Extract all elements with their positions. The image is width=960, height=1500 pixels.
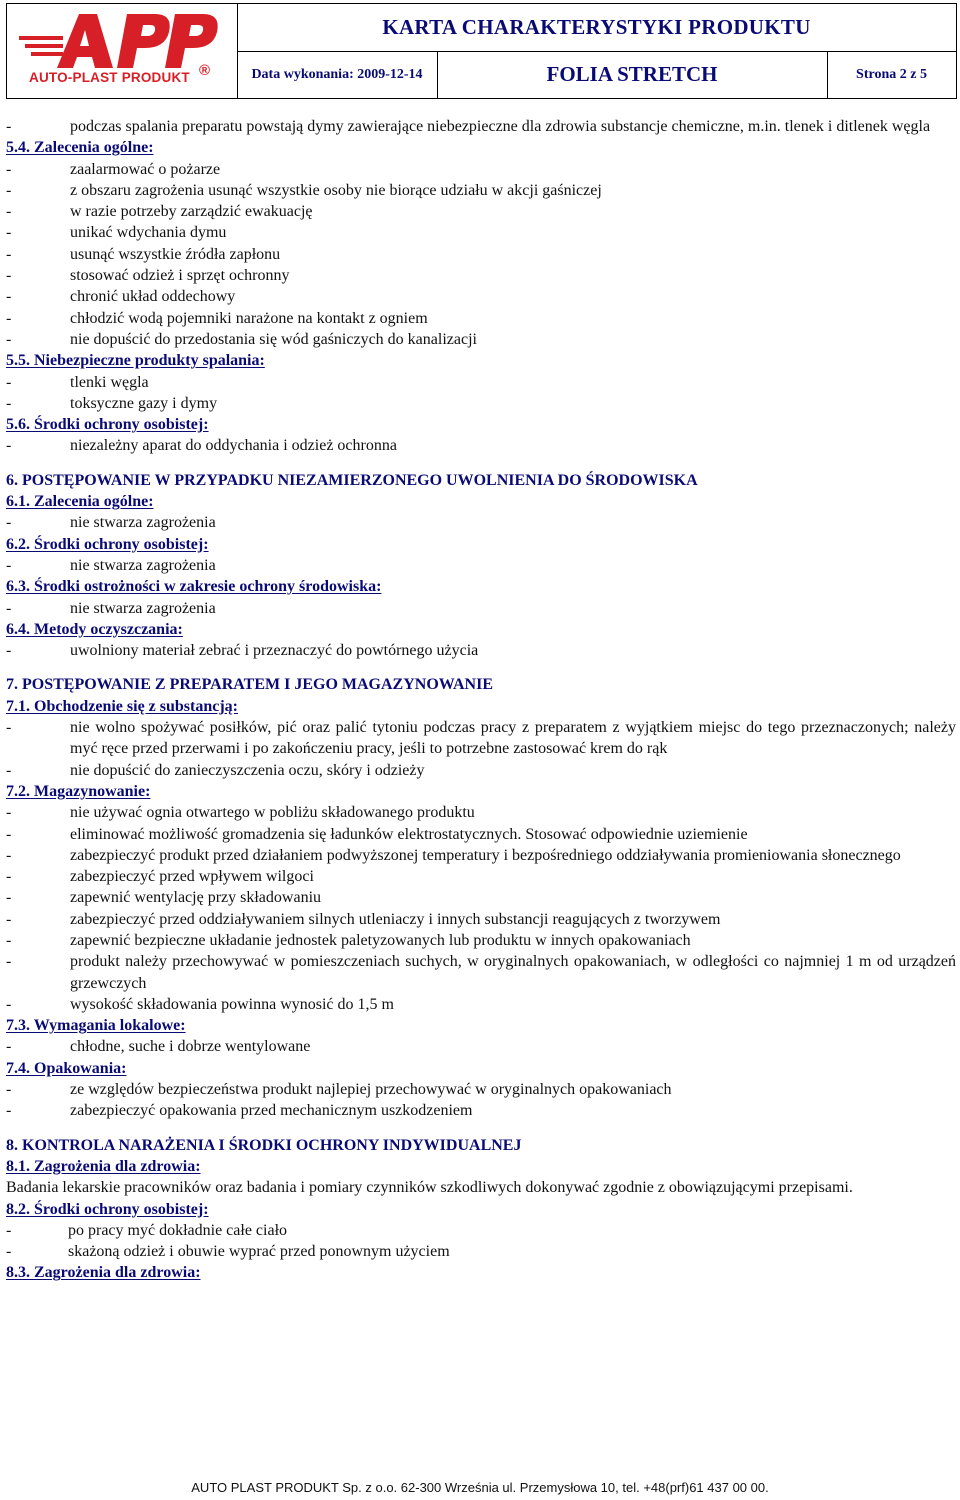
header-meta-row bbox=[237, 51, 956, 98]
subsection-heading-6-4: 6.4. Metody oczyszczania: bbox=[6, 620, 183, 638]
list-item: - skażoną odzież i obuwie wyprać przed ponownym użyciem bbox=[6, 1243, 450, 1261]
subsection-heading-5-4: 5.4. Zalecenia ogólne: bbox=[6, 139, 154, 157]
list-item: - nie wolno spożywać posiłków, pić oraz palić tytoniu podczas pracy z preparatem z wyjątkiem miejsc do tego przeznaczonych; należy myć ręce przed przerwami i po zakończeniu pracy, jeśli to potrzebne zastosować krem do rąk bbox=[6, 719, 956, 758]
list-item: - toksyczne gazy i dymy bbox=[6, 394, 218, 412]
list-item: - zabezpieczyć opakowania przed mechanicznym uszkodzeniem bbox=[6, 1102, 473, 1120]
list-item: - uwolniony materiał zebrać i przeznaczyć do powtórnego użycia bbox=[6, 642, 479, 660]
subsection-heading-6-1: 6.1. Zalecenia ogólne: bbox=[6, 493, 154, 511]
list-item: - chronić układ oddechowy bbox=[6, 288, 236, 306]
page-footer: AUTO PLAST PRODUKT Sp. z o.o. 62-300 Września ul. Przemysłowa 10, tel. +48(prf)61 437 00 00. bbox=[191, 1480, 769, 1495]
list-item: - eliminować możliwość gromadzenia się ładunków elektrostatycznych. Stosować odpowiednie uziemienie bbox=[6, 825, 748, 843]
section-heading-6: 6. POSTĘPOWANIE W PRZYPADKU NIEZAMIERZONEGO UWOLNIENIA DO ŚRODOWISKA bbox=[6, 471, 698, 489]
list-item: - stosować odzież i sprzęt ochronny bbox=[6, 267, 290, 285]
subsection-heading-7-1: 7.1. Obchodzenie się z substancją: bbox=[6, 697, 238, 715]
page-number: Strona 2 z 5 bbox=[856, 66, 927, 82]
list-item: - nie stwarza zagrożenia bbox=[6, 599, 216, 617]
list-item: - chłodzić wodą pojemniki narażone na kontakt z ogniem bbox=[6, 309, 428, 327]
subsection-heading-6-3: 6.3. Środki ostrożności w zakresie ochrony środowiska: bbox=[6, 578, 382, 596]
subsection-heading-7-4: 7.4. Opakowania: bbox=[6, 1059, 127, 1077]
document-header bbox=[6, 3, 957, 99]
list-item: - podczas spalania preparatu powstają dymy zawierające niebezpieczne dla zdrowia substancje chemiczne, m.in. tlenek i ditlenek węgla bbox=[6, 118, 931, 135]
list-item: - z obszaru zagrożenia usunąć wszystkie osoby nie biorące udziału w akcji gaśniczej bbox=[6, 181, 602, 199]
company-logo bbox=[7, 4, 238, 98]
list-item: - zabezpieczyć przed wpływem wilgoci bbox=[6, 868, 314, 886]
product-name: FOLIA STRETCH bbox=[437, 51, 828, 98]
list-5-4 bbox=[6, 159, 956, 351]
section-gap bbox=[6, 661, 956, 674]
list-item: - zaalarmować o pożarze bbox=[6, 160, 221, 178]
list-item: - nie dopuścić do przedostania się wód gaśniczych do kanalizacji bbox=[6, 330, 477, 348]
logo-brand-text: AUTO-PLAST PRODUKT bbox=[29, 70, 190, 85]
list-item: - wysokość składowania powinna wynosić do 1,5 m bbox=[6, 995, 394, 1013]
list-item: - zapewnić wentylację przy składowaniu bbox=[6, 889, 322, 907]
subsection-heading-8-2: 8.2. Środki ochrony osobistej: bbox=[6, 1200, 209, 1218]
list-item: - tlenki węgla bbox=[6, 373, 149, 391]
subsection-heading-8-1: 8.1. Zagrożenia dla zdrowia: bbox=[6, 1157, 201, 1175]
list-item: - niezależny aparat do oddychania i odzież ochronna bbox=[6, 437, 397, 455]
list-item: - nie używać ognia otwartego w pobliżu składowanego produktu bbox=[6, 804, 475, 822]
list-item: - chłodne, suche i dobrze wentylowane bbox=[6, 1038, 311, 1056]
subsection-heading-8-3: 8.3. Zagrożenia dla zdrowia: bbox=[6, 1264, 201, 1282]
list-item: - zapewnić bezpieczne układanie jednostek paletyzowanych lub produktu w innych opakowaniach bbox=[6, 931, 691, 949]
list-item: - zabezpieczyć przed oddziaływaniem silnych utleniaczy i innych substancji reagujących z tworzywem bbox=[6, 910, 721, 928]
registered-mark: ® bbox=[199, 62, 211, 79]
subsection-heading-5-5: 5.5. Niebezpieczne produkty spalania: bbox=[6, 352, 265, 370]
app-logo-icon bbox=[17, 10, 227, 72]
list-item: - zabezpieczyć produkt przed działaniem podwyższonej temperatury i bezpośredniego oddziaływania promieniowania słonecznego bbox=[6, 846, 901, 864]
section-gap bbox=[6, 1122, 956, 1135]
subsection-heading-6-2: 6.2. Środki ochrony osobistej: bbox=[6, 535, 209, 553]
document-title: KARTA CHARAKTERYSTYKI PRODUKTU bbox=[237, 4, 956, 52]
list-item: - unikać wdychania dymu bbox=[6, 224, 227, 242]
list-item: - nie dopuścić do zanieczyszczenia oczu, skóry i odzieży bbox=[6, 761, 425, 779]
document-body bbox=[6, 116, 956, 1284]
list-item: - nie stwarza zagrożenia bbox=[6, 556, 216, 574]
section-heading-8: 8. KONTROLA NARAŻENIA I ŚRODKI OCHRONY INDYWIDUALNEJ bbox=[6, 1136, 522, 1154]
subsection-heading-7-2: 7.2. Magazynowanie: bbox=[6, 782, 151, 800]
section-heading-7: 7. POSTĘPOWANIE Z PREPARATEM I JEGO MAGAZYNOWANIE bbox=[6, 676, 493, 694]
subsection-heading-7-3: 7.3. Wymagania lokalowe: bbox=[6, 1017, 186, 1035]
list-item: - ze względów bezpieczeństwa produkt najlepiej przechowywać w oryginalnych opakowaniach bbox=[6, 1081, 672, 1099]
subsection-heading-5-6: 5.6. Środki ochrony osobistej: bbox=[6, 416, 209, 434]
paragraph-8-1: Badania lekarskie pracowników oraz badania i pomiary czynników szkodliwych dokonywać zgodnie z obowiązującymi przepisami. bbox=[6, 1179, 853, 1197]
list-item: - nie stwarza zagrożenia bbox=[6, 514, 216, 532]
creation-date: Data wykonania: 2009-12-14 bbox=[237, 51, 438, 98]
list-item: - w razie potrzeby zarządzić ewakuację bbox=[6, 203, 313, 221]
section-gap bbox=[6, 457, 956, 470]
list-item: - usunąć wszystkie źródła zapłonu bbox=[6, 245, 281, 263]
list-item: - produkt należy przechowywać w pomieszczeniach suchych, w oryginalnych opakowaniach, w odległości co najmniej 1 m od urządzeń grzewczych bbox=[6, 953, 956, 992]
list-item: - po pracy myć dokładnie całe ciało bbox=[6, 1221, 288, 1239]
